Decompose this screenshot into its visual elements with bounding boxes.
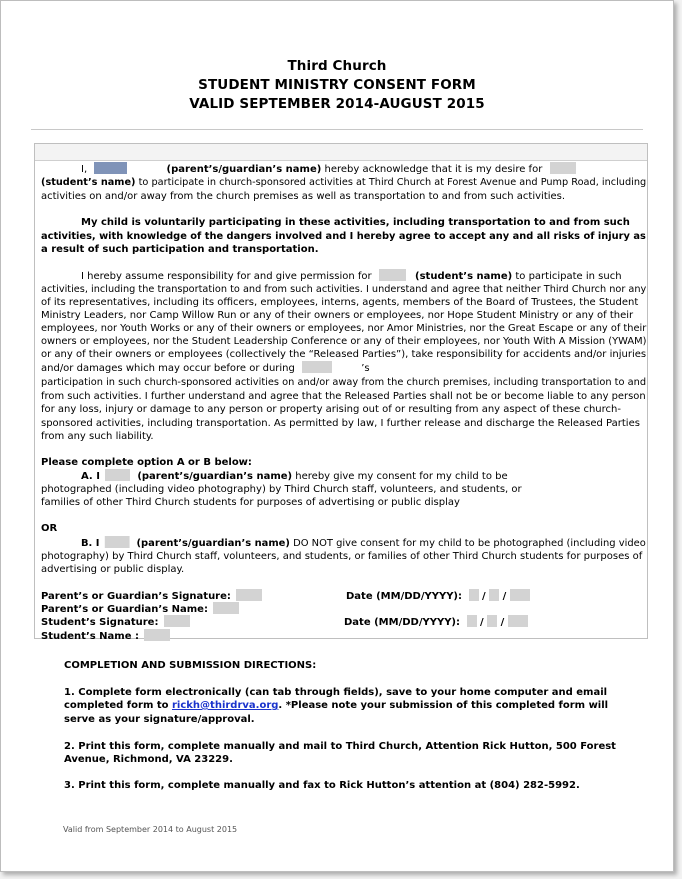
paragraph-release-line4: Ministry Leaders, nor Camp Willow Run or any of their owners or employees, nor Hope Student Ministry or any of their — [41, 310, 634, 321]
student-date-month-field[interactable] — [467, 615, 477, 627]
student-signature-label: Student’s Signature: — [41, 617, 159, 628]
paragraph-risk-line3: a result of such participation and transportation. — [41, 244, 319, 255]
direction-1-note: . *Please note your submission of this completed form will — [278, 700, 609, 711]
option-b-label: B. I — [81, 538, 100, 549]
text-participate: to participate in church-sponsored activities at Third Church at Forest Avenue and Pump Road, including — [138, 177, 647, 188]
direction-1-text: completed form to — [64, 700, 169, 711]
student-date-day-field[interactable] — [487, 615, 497, 627]
text-i: I, — [81, 164, 88, 175]
paragraph-release-line2: activities, including the transportation to and from such activities. I understand and agree that neither Third Church nor any — [41, 284, 647, 295]
paragraph-release-line7: or any of their owners or employees (collectively the “Released Parties”), take responsibility for accidents and/or injuries — [41, 349, 647, 360]
paragraph-acknowledgement-line2 — [41, 176, 646, 189]
option-a-line1 — [81, 469, 508, 483]
options-heading: Please complete option A or B below: — [41, 457, 252, 468]
direction-2-line1: 2. Print this form, complete manually and mail to Third Church, Attention Rick Hutton, 500 Forest — [64, 741, 616, 752]
paragraph-release-line1 — [81, 269, 622, 283]
option-b-name-label: (parent’s/guardian’s name) — [136, 538, 290, 549]
student-name-label: Student’s Name : — [41, 631, 139, 642]
student-name-field-1[interactable] — [550, 162, 576, 174]
email-link[interactable]: rickh@thirdrva.org — [171, 700, 279, 711]
option-b-line1 — [81, 536, 646, 550]
student-name-sig-field[interactable] — [144, 629, 170, 641]
date-separator: / — [502, 591, 507, 602]
footer-validity: Valid from September 2014 to August 2015 — [63, 825, 238, 834]
direction-3: 3. Print this form, complete manually and fax to Rick Hutton’s attention at (804) 282-5992. — [64, 780, 580, 791]
option-a-line2: photographed (including video photography) by Third Church staff, volunteers, and students, or — [41, 484, 522, 495]
parent-date-row — [346, 589, 530, 603]
student-date-label: Date (MM/DD/YYYY): — [344, 617, 461, 628]
date-separator: / — [500, 617, 505, 628]
student-signature-row — [41, 615, 190, 629]
paragraph-release-line9: participation in such church-sponsored activities on and/or away from the church premises, including transportation to and — [41, 377, 647, 388]
parent-date-day-field[interactable] — [489, 589, 499, 601]
paragraph-release-line6: owners or employees, nor the Student Leadership Conference or any of their employees, nor Youth With A Mission (YWAM) — [41, 336, 647, 347]
form-title: STUDENT MINISTRY CONSENT FORM — [198, 77, 476, 93]
directions-heading: COMPLETION AND SUBMISSION DIRECTIONS: — [64, 660, 317, 671]
direction-2-line2: Avenue, Richmond, VA 23229. — [64, 754, 233, 765]
student-signature-field[interactable] — [164, 615, 190, 627]
option-b-line2: photography) by Third Church staff, volunteers, and students, or families of other Third Church students for purposes of — [41, 551, 643, 562]
option-a-label: A. I — [81, 471, 100, 482]
parent-date-label: Date (MM/DD/YYYY): — [346, 591, 463, 602]
option-b-parent-name-field[interactable] — [105, 536, 130, 548]
date-separator: / — [479, 617, 484, 628]
option-b-decline-text: DO NOT give consent for my child to be photographed (including video — [293, 538, 646, 549]
parent-name-row — [41, 602, 239, 616]
option-a-parent-name-field[interactable] — [105, 469, 130, 481]
paragraph-release-line5: employees, nor Youth Works or any of their owners or employees, nor Amor Ministries, nor the Great Escape or any of their — [41, 323, 647, 334]
parent-signature-row — [41, 589, 262, 603]
text-acknowledge: hereby acknowledge that it is my desire for — [324, 164, 543, 175]
parent-date-month-field[interactable] — [469, 589, 479, 601]
parent-signature-field[interactable] — [236, 589, 262, 601]
option-b-line3: advertising or public display. — [41, 564, 185, 575]
option-a-consent-text: hereby give my consent for my child to be — [295, 471, 508, 482]
text-possessive: ’s — [361, 363, 370, 374]
text-assume-responsibility: I hereby assume responsibility for and give permission for — [81, 271, 372, 282]
paragraph-risk-line1: My child is voluntarily participating in these activities, including transportation to and from such — [81, 217, 630, 228]
option-a-line3: families of other Third Church students for purposes of advertising or public display — [41, 497, 460, 508]
direction-1-line2 — [64, 699, 608, 712]
parent-name-sig-field[interactable] — [213, 602, 239, 614]
paragraph-release-line13: from any such liability. — [41, 431, 154, 442]
paragraph-acknowledgement-line3: activities on and/or away from the church premises as well as transportation to and from such activities. — [41, 191, 566, 202]
label-student-name-2: (student’s name) — [415, 271, 513, 282]
validity-line: VALID SEPTEMBER 2014-AUGUST 2015 — [189, 96, 485, 112]
text-to-participate: to participate in such — [515, 271, 622, 282]
option-a-name-label: (parent’s/guardian’s name) — [137, 471, 293, 482]
parent-name-label: Parent’s or Guardian’s Name: — [41, 604, 208, 615]
parent-signature-label: Parent’s or Guardian’s Signature: — [41, 591, 231, 602]
header-divider — [31, 129, 643, 130]
paragraph-release-line12: sponsored activities, including transportation. As permitted by law, I further release and discharge the Released Parties — [41, 418, 640, 429]
student-date-row — [344, 615, 528, 629]
label-parent-guardian-name: (parent’s/guardian’s name) — [166, 164, 322, 175]
church-name: Third Church — [287, 58, 387, 74]
date-separator: / — [481, 591, 486, 602]
student-name-field-3[interactable] — [302, 361, 332, 373]
direction-1-line1: 1. Complete form electronically (can tab through fields), save to your home computer and email — [64, 687, 608, 698]
direction-1-line3: serve as your signature/approval. — [64, 714, 255, 725]
or-separator: OR — [41, 523, 58, 534]
paragraph-release-line11: for any loss, injury or damage to any person or property arising out of or resulting from any aspect of these church- — [41, 404, 621, 415]
text-damages: and/or damages which may occur before or during — [41, 363, 295, 374]
student-name-field-2[interactable] — [379, 269, 406, 281]
student-date-year-field[interactable] — [508, 615, 528, 627]
parent-date-year-field[interactable] — [510, 589, 530, 601]
paragraph-release-line8 — [41, 361, 370, 375]
paragraph-acknowledgement-line1 — [81, 162, 576, 176]
paragraph-release-line10: from such activities. I further understand and agree that the Released Parties shall not be or become liable to any person — [41, 391, 646, 402]
form-box-header-bar — [35, 144, 647, 161]
paragraph-risk-line2: activities, with knowledge of the dangers involved and I hereby agree to accept any and all risks of injury as — [41, 231, 646, 242]
parent-name-field[interactable] — [94, 162, 127, 174]
student-name-row — [41, 629, 170, 643]
label-student-name: (student’s name) — [41, 177, 136, 188]
paragraph-release-line3: of its representatives, including its officers, employees, interns, agents, members of the Board of Trustees, the Student — [41, 297, 639, 308]
